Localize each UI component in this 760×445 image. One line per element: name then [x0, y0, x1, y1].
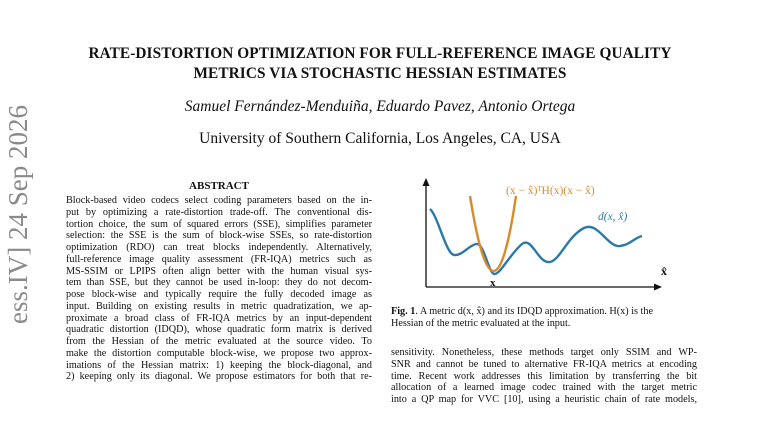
abstract-line: pose block-wise and typically require the fully decoded image as — [66, 289, 372, 300]
abstract-line: selection: the SSE is the sum of block-wise SSEs, so rate-distortion — [66, 230, 372, 242]
body-line: SNR and cannot be tuned to alternative FR-IQA metrics at encoding — [391, 358, 697, 370]
caption-line — [391, 318, 697, 330]
body-line: time. Recent work addresses this limitation by transferring the bit — [391, 370, 697, 382]
quadratic-label: (x − x̂)ᵀH(x)(x − x̂) — [506, 185, 595, 197]
vertical-axis-arrowhead — [423, 178, 430, 186]
metric-label: d(x, x̂) — [598, 211, 628, 223]
affiliation: University of Southern California, Los Angeles, CA, USA — [199, 130, 561, 147]
arxiv-side-stamp: ess.IV] 24 Sep 2026 — [3, 105, 33, 324]
abstract-body — [66, 195, 372, 383]
body-line: allocation of a learned image codec trained with the target metric — [391, 382, 697, 394]
abstract-line: make the distortion computable block-wise, we propose two approx- — [66, 347, 372, 359]
horizontal-axis-label: x̂ — [661, 264, 667, 278]
abstract-line: tortion choice, the sum of squared errors (SSE), simplifies parameter — [66, 218, 372, 230]
point-label: x — [490, 277, 496, 289]
horizontal-axis-arrowhead — [654, 284, 662, 291]
right-column-body — [391, 347, 697, 406]
caption-figure-number: Fig. 1 — [391, 306, 416, 317]
figure-1-diagram — [398, 176, 698, 300]
body-line: sensitivity. Nonetheless, these methods target only SSIM and WP- — [391, 347, 697, 358]
abstract-line: from the Hessian of the metric evaluated at the source video. To — [66, 336, 372, 347]
abstract-line: optimization (RDO) can treat blocks independently. Alternatively, — [66, 242, 372, 253]
title-line: METRICS VIA STOCHASTIC HESSIAN ESTIMATES — [193, 65, 567, 82]
abstract-line: put by optimizing a rate-distortion trade-off. The conventional dis- — [66, 206, 372, 218]
abstract-line: 2) keeping only its diagonal. We propose estimators for both that re- — [66, 371, 372, 383]
caption-text: Hessian of the metric evaluated at the input. — [391, 317, 571, 329]
title-line: RATE-DISTORTION OPTIMIZATION FOR FULL-REFERENCE IMAGE QUALITY — [88, 45, 672, 62]
caption-line — [391, 306, 697, 318]
abstract-line: MS-SSIM or LPIPS often align better with the human visual sys- — [66, 265, 372, 277]
abstract-line: Block-based video codecs select coding parameters based on the in- — [66, 195, 372, 206]
abstract-heading: ABSTRACT — [189, 180, 249, 192]
abstract-line: quadratic distortion (IDQD), whose quadratic form matrix is derived — [66, 324, 372, 336]
caption-text: . A metric d(x, x̂) and its IDQD approximation. H(x) is the — [415, 306, 654, 317]
abstract-line: tem than SSE, but they cannot be used in-loop: they do not decom- — [66, 277, 372, 289]
figure-caption — [391, 306, 697, 330]
abstract-line: imations of the Hessian matrix: 1) keeping the block-diagonal, and — [66, 359, 372, 371]
paper-title — [40, 44, 720, 84]
abstract-line: input. Building on existing results in metric quadratization, we ap- — [66, 300, 372, 312]
author-list: Samuel Fernández-Menduiña, Eduardo Pavez, Antonio Ortega — [184, 98, 576, 115]
abstract-line: proximate a broad class of FR-IQA metrics by an input-dependent — [66, 312, 372, 324]
body-line: into a QP map for VVC [10], using a heuristic chain of rate models, — [391, 394, 697, 405]
abstract-line: full-reference image quality assessment (FR-IQA) metrics such as — [66, 253, 372, 265]
